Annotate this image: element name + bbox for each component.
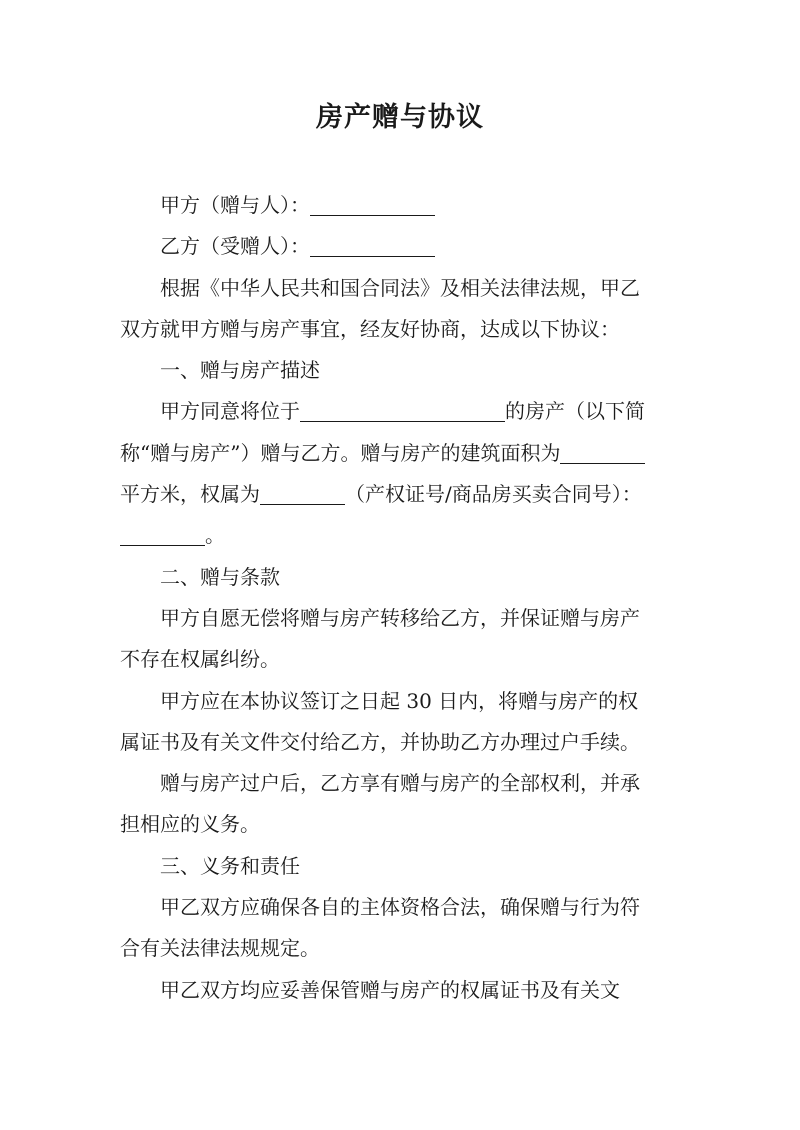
party-a-line: [120, 185, 680, 226]
section-3-p2-line-1: 甲乙双方均应妥善保管赠与房产的权属证书及有关文: [160, 977, 620, 1002]
party-a-blank: [310, 191, 435, 216]
section-3-heading: 三、义务和责任: [160, 853, 300, 878]
section-1-text: 平方米，权属为: [120, 482, 260, 507]
section-1-text: （产权证号/商品房买卖合同号）：: [345, 482, 642, 507]
floor-area-blank: [560, 439, 645, 464]
party-b-line: [120, 226, 680, 267]
section-2-p2-line-1: 甲方应在本协议签订之日起 30 日内，将赠与房产的权: [160, 688, 639, 713]
section-1-line-2: [120, 433, 680, 474]
document-body: [120, 185, 680, 1011]
section-2-p1-line-1: 甲方自愿无偿将赠与房产转移给乙方，并保证赠与房产: [160, 605, 640, 630]
section-1-text: 。: [205, 523, 225, 548]
party-a-label: 甲方（赠与人）：: [160, 193, 310, 217]
section-1-text: 甲方同意将位于: [160, 399, 300, 424]
section-3-p1-line-2: 合有关法律法规规定。: [120, 936, 320, 961]
document-title: 房产赠与协议: [316, 102, 484, 133]
section-2-heading: 二、赠与条款: [160, 564, 280, 589]
property-location-blank: [300, 397, 505, 422]
intro-line-2: 双方就甲方赠与房产事宜，经友好协商，达成以下协议：: [120, 316, 620, 341]
certificate-number-blank: [120, 521, 205, 546]
section-3-p1-line-1: 甲乙双方应确保各自的主体资格合法，确保赠与行为符: [160, 895, 640, 920]
ownership-blank: [260, 480, 345, 505]
section-2-p3-line-2: 担相应的义务。: [120, 812, 260, 837]
intro-line-1: 根据《中华人民共和国合同法》及相关法律法规，甲乙: [160, 275, 640, 300]
section-1-heading: 一、赠与房产描述: [160, 358, 320, 383]
section-1-line-4: [120, 515, 680, 556]
section-1-text: 的房产（以下简: [505, 399, 645, 424]
section-2-p3-line-1: 赠与房产过户后，乙方享有赠与房产的全部权利，并承: [160, 771, 640, 796]
party-b-blank: [310, 232, 435, 257]
section-2-p2-line-2: 属证书及有关文件交付给乙方，并协助乙方办理过户手续。: [120, 729, 640, 754]
section-1-line-3: [120, 474, 680, 515]
section-1-line-1: [120, 391, 680, 432]
section-2-p1-line-2: 不存在权属纠纷。: [120, 647, 280, 672]
section-1-text: 称“赠与房产”）赠与乙方。赠与房产的建筑面积为: [120, 440, 561, 465]
party-b-label: 乙方（受赠人）：: [160, 234, 310, 259]
